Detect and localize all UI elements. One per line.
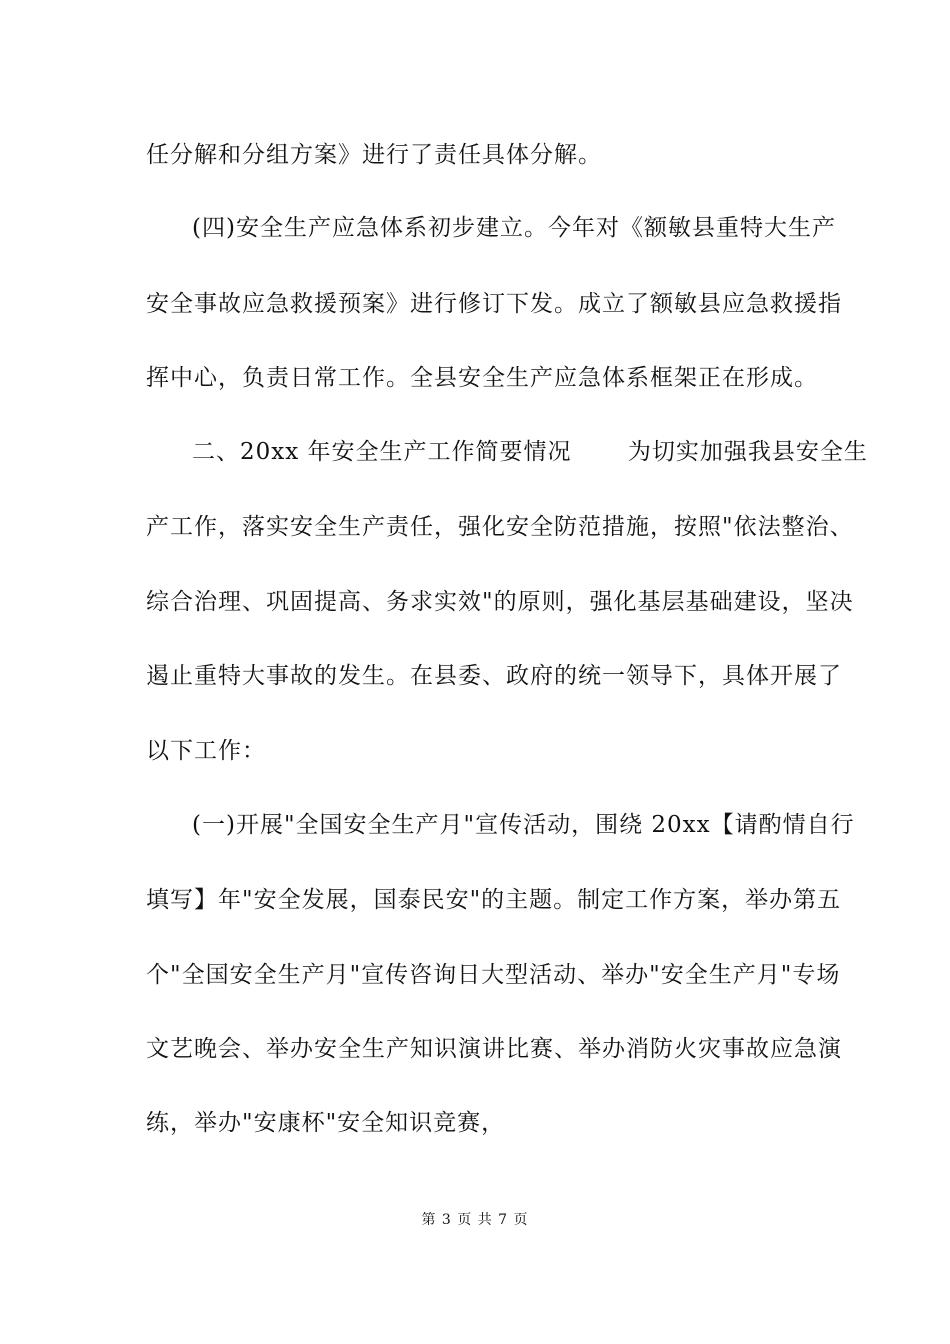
- text-line-2: (四)安全生产应急体系初步建立。今年对《额敏县重特大生产: [192, 215, 836, 241]
- text-line-12: 个"全国安全生产月"宣传咨询日大型活动、举办"安全生产月"专场: [146, 962, 841, 988]
- text-line-11: 填写】年"安全发展，国泰民安"的主题。制定工作方案，举办第五: [146, 887, 842, 913]
- text-line-13: 文艺晚会、举办安全生产知识演讲比赛、举办消防火灾事故应急演: [146, 1036, 842, 1062]
- text-line-9: 以下工作：: [146, 738, 266, 764]
- text-line-5: 二、20xx 年安全生产工作简要情况 为切实加强我县安全生: [192, 439, 868, 465]
- text-line-14: 练，举办"安康杯"安全知识竞赛，: [146, 1110, 506, 1136]
- page-number-footer: 第 3 页 共 7 页: [421, 1212, 529, 1228]
- text-line-4: 挥中心，负责日常工作。全县安全生产应急体系框架正在形成。: [146, 365, 818, 391]
- text-line-1: 任分解和分组方案》进行了责任具体分解。: [146, 142, 602, 168]
- text-line-8: 遏止重特大事故的发生。在县委、政府的统一领导下，具体开展了: [146, 663, 842, 689]
- text-line-7: 综合治理、巩固提高、务求实效"的原则，强化基层基础建设，坚决: [146, 589, 854, 615]
- text-line-10: (一)开展"全国安全生产月"宣传活动，围绕 20xx【请酌情自行: [192, 812, 855, 838]
- text-line-6: 产工作，落实安全生产责任，强化安全防范措施，按照"依法整治、: [146, 514, 854, 540]
- text-line-3: 安全事故应急救援预案》进行修订下发。成立了额敏县应急救援指: [146, 291, 842, 317]
